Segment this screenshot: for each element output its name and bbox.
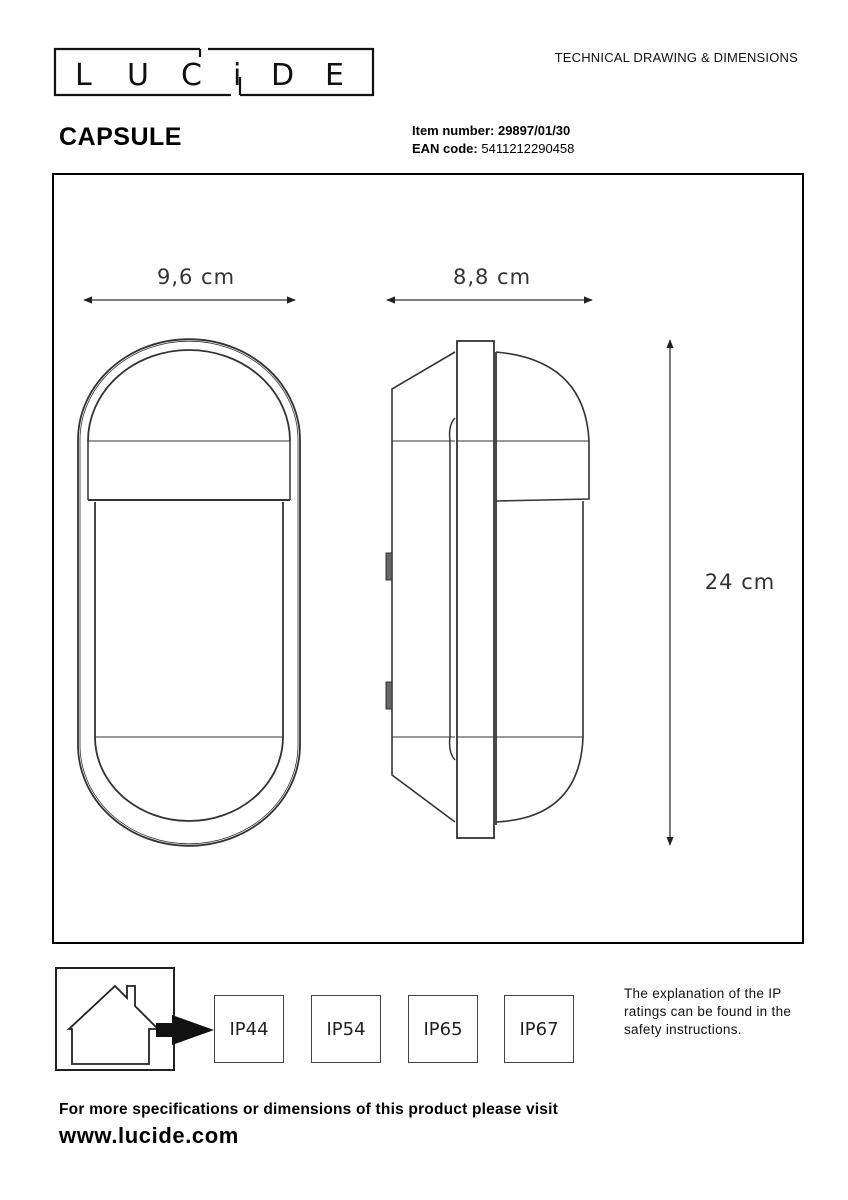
ean-value: 5411212290458 bbox=[481, 141, 575, 156]
ip-rating-ip44: IP44 bbox=[214, 995, 284, 1063]
logo-letter: i bbox=[233, 58, 242, 93]
front-view bbox=[78, 339, 300, 846]
item-number-row bbox=[412, 122, 574, 140]
logo-letter: U bbox=[127, 58, 149, 93]
height-label: 24 cm bbox=[704, 570, 776, 594]
logo-frame-icon bbox=[53, 47, 375, 97]
side-view bbox=[386, 341, 589, 838]
ip-rating-ip67: IP67 bbox=[504, 995, 574, 1063]
drawing-canvas bbox=[52, 173, 804, 944]
lucide-logo bbox=[53, 47, 375, 97]
logo-letter: D bbox=[271, 58, 295, 93]
width-label: 9,6 cm bbox=[156, 265, 236, 289]
arrow-right-icon bbox=[156, 1013, 214, 1047]
ean-label: EAN code: bbox=[412, 141, 478, 156]
product-meta bbox=[412, 122, 574, 158]
ip-rating-ip54: IP54 bbox=[311, 995, 381, 1063]
depth-label: 8,8 cm bbox=[452, 265, 532, 289]
ean-row bbox=[412, 140, 574, 158]
technical-drawing bbox=[52, 173, 804, 944]
logo-letter: C bbox=[181, 58, 202, 93]
website-link[interactable]: www.lucide.com bbox=[59, 1123, 239, 1148]
ip-explanation-note: The explanation of the IP ratings can be found in the safety instructions. bbox=[624, 986, 792, 1037]
item-number-value: 29897/01/30 bbox=[497, 123, 571, 138]
ip-rating-ip65: IP65 bbox=[408, 995, 478, 1063]
logo-letter: E bbox=[325, 58, 344, 93]
product-name: CAPSULE bbox=[59, 123, 182, 151]
document-type: TECHNICAL DRAWING & DIMENSIONS bbox=[554, 50, 798, 65]
logo-letter: L bbox=[75, 58, 92, 93]
footer-text: For more specifications or dimensions of this product please visit bbox=[59, 1101, 558, 1118]
item-number-label: Item number: bbox=[412, 123, 495, 138]
